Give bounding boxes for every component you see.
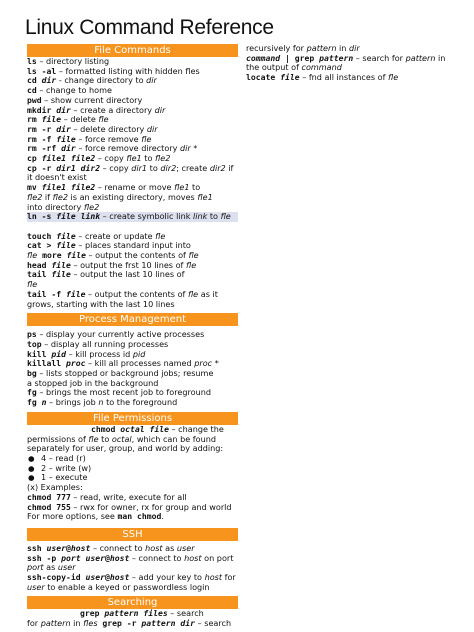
description-text: user [176, 542, 195, 553]
description-text: ; create [176, 162, 210, 173]
description-text: – fnd all instances of [299, 72, 388, 83]
command-text: man chmod [117, 511, 162, 522]
text-line [27, 583, 238, 593]
command-text: rm -rf [27, 143, 62, 154]
command-text: file [66, 250, 86, 261]
description-text: – search [167, 608, 204, 619]
description-text: on port [201, 552, 234, 563]
command-text: file [65, 288, 86, 299]
description-text: – rwx for owner, rx for group and world [70, 501, 232, 512]
command-text: host [109, 572, 130, 583]
command-text: file1 file2 [41, 182, 96, 193]
description-text: dir2 [160, 162, 177, 173]
description-text: port [27, 562, 44, 573]
text-line [27, 300, 238, 310]
command-text: head [27, 259, 52, 270]
text-line [27, 270, 238, 280]
description-text: for [27, 618, 41, 629]
command-text: kill [27, 348, 52, 359]
command-text: pwd [27, 94, 42, 105]
description-text: fle [141, 133, 152, 144]
file-permissions-heading: File Permissions [27, 412, 238, 425]
command-text: dir [41, 75, 57, 86]
command-text: rm -f [27, 133, 57, 144]
description-text: fle2 [27, 191, 43, 202]
file-commands-section [27, 57, 238, 309]
description-text: the output of [246, 62, 302, 73]
description-text: fle [388, 72, 399, 83]
searching-heading: Searching [27, 596, 238, 609]
description-text: as [43, 562, 58, 573]
command-text: bg [27, 368, 37, 379]
description-text: dir [154, 104, 166, 115]
left-column [27, 44, 238, 629]
bullet-item: ● 2 – write (w) [27, 464, 238, 474]
description-text: – show current directory [41, 94, 143, 105]
text-line [27, 212, 238, 222]
command-text: tail -f [27, 288, 66, 299]
description-text: host [145, 542, 163, 553]
file-commands-heading: File Commands [27, 44, 238, 57]
description-text: in [70, 618, 84, 629]
description-text: – output the contents of [85, 288, 188, 299]
description-text: – search [195, 618, 232, 629]
command-text: file [56, 133, 76, 144]
searching-continued [246, 44, 454, 83]
command-text: ps [27, 329, 37, 340]
description-text: – places standard input into [75, 240, 191, 251]
description-text: – rename or move [95, 182, 175, 193]
description-text: permissions of [27, 433, 89, 444]
command-text: rm [27, 114, 42, 125]
description-text: – read, write, execute for all [70, 491, 187, 502]
description-text: – delete [61, 114, 99, 125]
description-text: for [222, 572, 236, 583]
command-text: locate [246, 72, 281, 83]
command-text: dir [61, 143, 76, 154]
description-text: fle [88, 433, 99, 444]
command-text: user [85, 572, 105, 583]
description-text: – change the [168, 423, 224, 434]
description-text: into directory [27, 201, 84, 212]
description-text: – delete directory [70, 123, 147, 134]
bullet-item: ● 4 – read (r) [27, 454, 238, 464]
command-text: fg [27, 397, 42, 408]
description-text: user [27, 581, 45, 592]
command-text: mv [27, 182, 42, 193]
right-column [246, 44, 454, 83]
description-text: if [42, 191, 53, 202]
description-text: dir [146, 75, 157, 86]
description-text: fle [98, 114, 109, 125]
command-text: @ [104, 572, 110, 583]
command-text: pattern [319, 52, 354, 63]
description-text: . [161, 511, 164, 522]
command-text: ssh -p [27, 552, 62, 563]
description-text: to [207, 211, 221, 222]
description-text: fle [188, 250, 199, 261]
description-text: grows, starting with the last 10 lines [27, 298, 175, 309]
description-text: - change directory to [56, 75, 147, 86]
description-text: a stopped job in the background [27, 377, 159, 388]
command-text: cp -r [27, 162, 57, 173]
description-text: – add your key to [129, 572, 205, 583]
description-text: fle2 [52, 191, 68, 202]
description-text: fle2 [154, 153, 171, 164]
description-text: host [184, 552, 202, 563]
description-text: fle2 [83, 201, 100, 212]
description-text: – copy [95, 153, 127, 164]
description-text: to [189, 182, 201, 193]
description-text: – kill all processes named [85, 358, 195, 369]
command-text: dir1 dir2 [56, 162, 101, 173]
description-text: – copy [100, 162, 132, 173]
description-text: fle [187, 288, 199, 299]
description-text: to enable a keyed or passwordless login [44, 581, 210, 592]
description-text: to [147, 162, 161, 173]
description-text: as it [198, 288, 218, 299]
description-text: dir [349, 43, 360, 53]
description-text: recursively for [246, 43, 307, 53]
text-line [27, 398, 238, 408]
command-text: ls -al [27, 65, 57, 76]
description-text: pattern [306, 43, 337, 53]
description-text: – brings the most recent job to foreground [36, 387, 211, 398]
command-text: file [56, 240, 76, 251]
command-text: ssh [27, 542, 47, 553]
command-text: ls [27, 56, 37, 66]
command-text: ssh-copy-id [27, 572, 86, 583]
command-text: file [51, 259, 71, 270]
description-text: as [162, 542, 177, 553]
text-line [27, 619, 238, 629]
command-text: pattern dir [141, 618, 196, 629]
command-text: cat > [27, 240, 57, 251]
description-text: fle [27, 279, 38, 290]
description-text: user [57, 562, 76, 573]
description-text: – lists stopped or background jobs; resume [36, 368, 214, 379]
description-text: octal [111, 433, 132, 444]
command-text: port user [61, 552, 105, 563]
command-text: tail [27, 269, 52, 280]
command-text: grep [80, 608, 105, 619]
command-text: more [37, 250, 67, 261]
text-line [27, 512, 238, 522]
description-text: separately for user, group, and world by adding: [27, 443, 224, 454]
description-text: – create a directory [70, 104, 155, 115]
command-text: file [280, 72, 300, 83]
command-text: file [56, 230, 76, 241]
description-text: in [435, 52, 446, 63]
command-text: chmod [91, 423, 121, 434]
command-text: ln -s [27, 211, 57, 222]
description-text: fle [185, 259, 197, 270]
description-text: fle [27, 250, 38, 261]
description-text: if [225, 162, 234, 173]
command-text: dir [56, 104, 71, 115]
description-text: host [204, 572, 223, 583]
file-permissions-examples [27, 483, 238, 522]
description-text: – output the contents of [85, 250, 189, 261]
command-text: pattern files [104, 608, 168, 619]
description-text: fle [155, 230, 166, 241]
description-text: fle [220, 211, 231, 222]
description-text: pid [132, 348, 146, 359]
command-text: host [109, 552, 130, 563]
description-text: dir [146, 123, 158, 134]
command-text: command [246, 52, 281, 63]
description-text: – output the frst 10 lines of [70, 259, 186, 270]
description-text: – connect to [129, 552, 185, 563]
description-text: – create or update [75, 230, 156, 241]
description-text: is an existing directory, moves [67, 191, 198, 202]
file-permissions-section [27, 435, 238, 454]
command-text: mkdir [27, 104, 57, 115]
description-text: For more options, see [27, 511, 118, 522]
ssh-section [27, 544, 238, 593]
command-text: fg [27, 387, 37, 398]
text-line [246, 73, 454, 83]
command-text: host [70, 542, 91, 553]
description-text: n [98, 397, 104, 408]
description-text: * [190, 143, 198, 154]
description-text: fle1 [174, 182, 190, 193]
command-text: | grep [280, 52, 320, 63]
description-text: (x) Examples: [27, 482, 83, 493]
description-text: fle1 [126, 153, 142, 164]
description-text: – brings job [46, 397, 99, 408]
description-text: – formatted listing with hidden fles [56, 65, 200, 76]
command-text: file link [56, 211, 101, 222]
command-text: proc [65, 358, 86, 369]
command-text: chmod 777 [27, 491, 71, 502]
description-text: – change to home [36, 85, 112, 96]
command-text: octal file [120, 423, 169, 434]
description-text: fle1 [197, 191, 213, 202]
description-text: pattern [40, 618, 71, 629]
description-text: proc [194, 358, 213, 369]
description-text: – output the last 10 lines of [70, 269, 185, 280]
command-text: cd [27, 75, 42, 86]
description-text: link [192, 211, 208, 222]
process-management-heading: Process Management [27, 313, 238, 326]
description-text: pattern [405, 52, 436, 63]
command-text: file [51, 269, 71, 280]
command-text: chmod 755 [27, 501, 71, 512]
description-text: command [301, 62, 342, 73]
command-text: grep -r [97, 618, 142, 629]
command-text: rm -r [27, 123, 57, 134]
command-text: @ [66, 542, 71, 553]
description-text: dir [179, 143, 191, 154]
command-text: touch [27, 230, 57, 241]
description-text: to [98, 433, 112, 444]
command-text: file1 file2 [41, 153, 96, 164]
command-text: top [27, 338, 42, 349]
permission-bullets [27, 454, 238, 483]
command-text: cp [27, 153, 42, 164]
description-text: – display your currently active processes [36, 329, 205, 340]
command-text: n [41, 397, 47, 408]
command-text: pid [51, 348, 66, 359]
description-text: – force remove [75, 133, 142, 144]
description-text: to the foreground [103, 397, 178, 408]
command-text: file [41, 114, 62, 125]
searching-section [27, 619, 238, 629]
bullet-item: ● 1 – execute [27, 473, 238, 483]
description-text: – directory listing [36, 56, 110, 66]
description-text: to [141, 153, 155, 164]
command-text: @ [104, 552, 110, 563]
description-text: – search for [353, 52, 406, 63]
description-text: in [336, 43, 350, 53]
command-text: killall [27, 358, 66, 369]
description-text: – create symbolic link [100, 211, 193, 222]
description-text: it doesn't exist [27, 172, 87, 183]
description-text: – kill process id [66, 348, 133, 359]
command-text: user [46, 542, 66, 553]
command-text: dir [56, 123, 71, 134]
description-text: – force remove directory [75, 143, 180, 154]
description-text: dir1 [131, 162, 148, 173]
description-text: dir2 [209, 162, 226, 173]
process-management-section [27, 330, 238, 408]
description-text: fles [83, 618, 98, 629]
description-text: , which can be found [131, 433, 216, 444]
page-title: Linux Command Reference [25, 16, 274, 39]
command-text: cd [27, 85, 37, 96]
description-text: – display all running processes [41, 338, 169, 349]
description-text: * [212, 358, 219, 369]
description-text: – connect to [90, 542, 146, 553]
ssh-heading: SSH [27, 528, 238, 541]
